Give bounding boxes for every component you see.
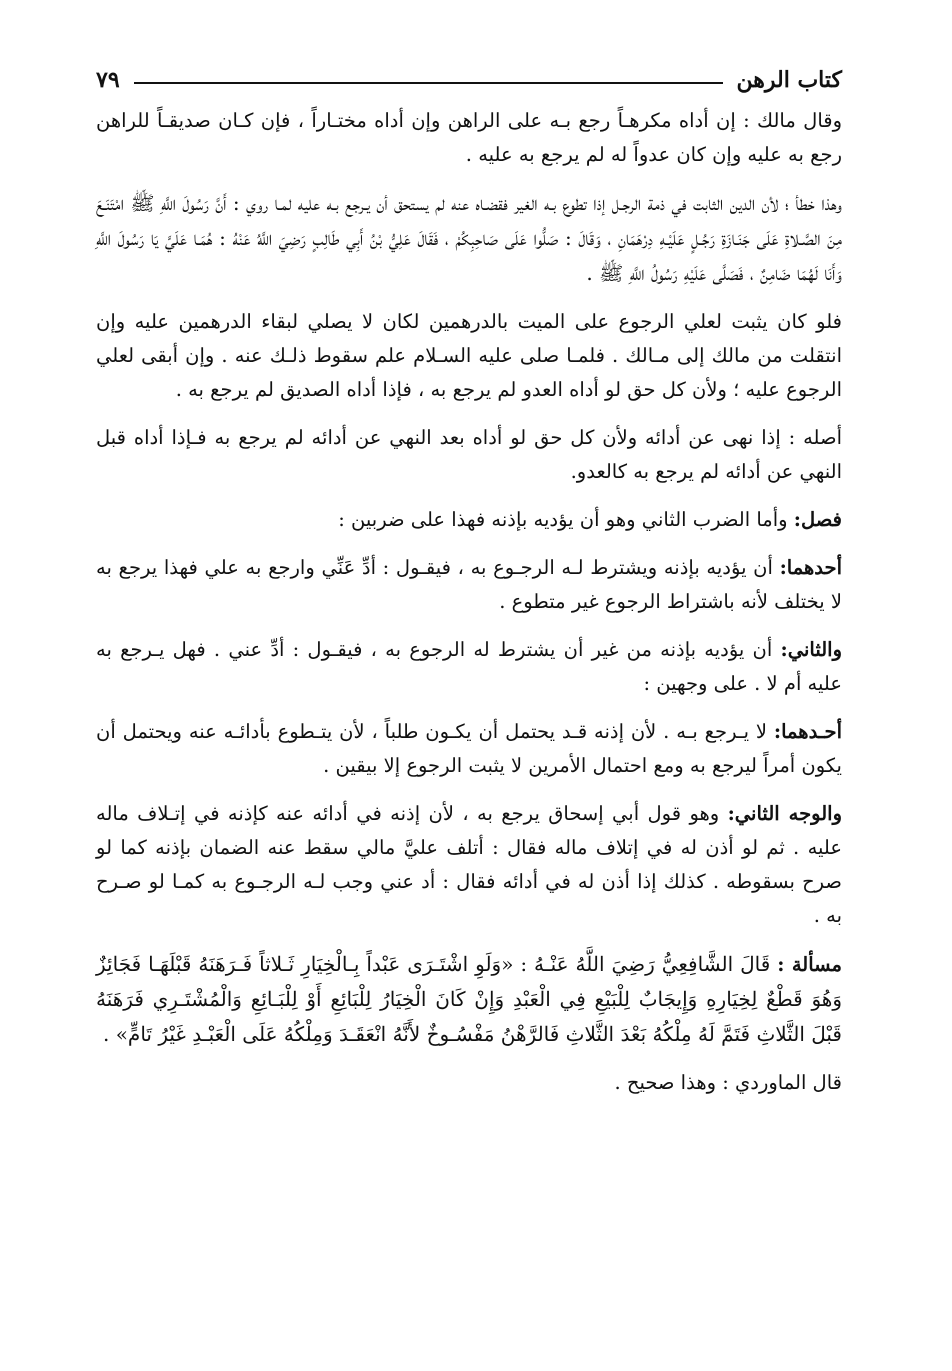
paragraph-lead: والثاني: xyxy=(780,638,842,661)
masala-paragraph xyxy=(96,947,842,1052)
paragraph-text: وهذا خطأ ؛ لأن الدين الثابت في ذمة الرجـل إذا تطوع بـه الغير فقضـاه عنه لم يستحق أن يـرجع بـه عليه لمـا روي : أَنَّ رَسُولَ اللَّهِ ﷺ امْتَنَـعَ مِنَ الصَّـلاةِ عَلَى جَنَـازَةِ رَجُـلٍ عَلَيْـهِ دِرْهَمَانِ ، وَقَالَ : صَلُّوا عَلَى صَاحِبِكُمْ ، فَقَالَ عَلِيُّ بْنُ أَبِي طَالِبٍ رَضِيَ اللَّهُ عَنْهُ : هُمَـا عَلَيَّ يَا رَسُولَ اللَّهِ وَأَنَا لَهُمَا ضَامِنٌ ، فَصَلَّى عَلَيْهِ رَسُولُ اللَّهِ ﷺ . xyxy=(96,191,842,285)
paragraph-text: قال الماوردي : وهذا صحيح . xyxy=(614,1071,842,1094)
paragraph xyxy=(96,104,842,172)
paragraph-text: أصله : إذا نهى عن أدائه ولأن كل حق لو أداه بعد النهي عن أدائه لم يرجع به فـإذا أداه قبل النهي عن أدائه لم يرجع به كالعدو. xyxy=(96,426,842,483)
paragraph xyxy=(96,797,842,933)
paragraph-text: لا يـرجع بـه . لأن إذنه قـد يحتمل أن يكـون طلباً ، لأن يتـطوع بأدائـه عنه ويحتمل أن يكون أمراً ليرجع به ومع احتمال الأمرين لا يثبت الرجوع إلا بيقين . xyxy=(96,720,842,777)
paragraph-lead: والوجه الثاني: xyxy=(727,802,842,825)
paragraph-text: قَالَ الشَّافِعِيُّ رَضِيَ اللَّهُ عَنْـهُ : «وَلَوِ اشْتَـرَى عَبْداً بِـالْخِيَارِ ثَـلاثاً فَـرَهَنَهُ قَبْلَهَـا فَجَائِزٌ وَهُوَ قَطْعٌ لِخِيَارِهِ وَإِيجَابٌ لِلْبَيْعِ فِي الْعَبْدِ وَإِنْ كَانَ الْخِيَارُ لِلْبَائِعِ أَوْ لِلْبَـائِعِ وَالْمُشْتَـرِي فَرَهَنَهُ قَبْلَ الثَّلاثِ فَتَمَّ لَهُ مِلْكُهُ بَعْدَ الثَّلاثِ فَالرَّهْنُ مَفْسُـوخٌ لأَنَّهُ انْعَقَـدَ وَمِلْكُهُ عَلَى الْعَبْـدِ غَيْرُ تَامٍّ» . xyxy=(96,952,842,1046)
paragraph-lead: فصل: xyxy=(793,508,842,531)
paragraph-text: وهو قول أبي إسحاق يرجع به ، لأن إذنه في أدائه عنه كإذنه في إتـلاف ماله عليه . ثم لو أذن له في إتلاف ماله فقال : أتلف عليَّ مالي سقط عنه الضمان بإذنه كما لو صرح بسقوطه . كذلك إذا أذن له في أدائه فقال : أد عني وجب لـه الرجـوع به كمـا لو صـرح به . xyxy=(96,802,842,927)
page-header xyxy=(96,60,842,100)
paragraph-text: أن يؤديه بإذنه من غير أن يشترط له الرجوع به ، فيقـول : أدِّ عني . فهل يـرجع به عليه أم لا . على وجهين : xyxy=(96,638,842,695)
paragraph-text: فلو كان يثبت لعلي الرجوع على الميت بالدرهمين لكان لا يصلي لبقاء الدرهمين عليه وإن انتقلت من مالك إلى مـالك . فلمـا صلى عليه السـلام علم سقوط ذلـك عنه . وإن أبقى لعلي الرجوع عليه ؛ ولأن كل حق لو أداه العدو لم يرجع به ، فإذا أداه الصديق لم يرجع به . xyxy=(96,310,842,401)
paragraph xyxy=(96,551,842,619)
paragraph xyxy=(96,186,842,291)
paragraph-lead: أحـدهما: xyxy=(773,720,842,743)
paragraph xyxy=(96,715,842,783)
paragraph-text: وأما الضرب الثاني وهو أن يؤديه بإذنه فهذا على ضربين : xyxy=(338,508,794,531)
page-number: ٧٩ xyxy=(96,67,120,93)
paragraph-text: أن يؤديه بإذنه ويشترط لـه الرجـوع به ، فيقـول : أدِّ عَنِّي وارجع به علي فهذا يرجع به لا يختلف لأنه باشتراط الرجوع غير متطوع . xyxy=(96,556,842,613)
header-rule xyxy=(134,82,723,84)
paragraph xyxy=(96,633,842,701)
page-body xyxy=(96,104,842,1114)
paragraph xyxy=(96,1066,842,1100)
paragraph-text: وقال مالك : إن أداه مكرهـاً رجع بـه على الراهن وإن أداه مختـاراً ، فإن كـان صديقـاً للراهن رجع به عليه وإن كان عدواً له لم يرجع به عليه . xyxy=(96,109,842,166)
paragraph xyxy=(96,421,842,489)
paragraph xyxy=(96,305,842,407)
paragraph-lead: أحدهما: xyxy=(779,556,842,579)
paragraph-lead: مسألة : xyxy=(777,953,842,976)
chapter-title: كتاب الرهن xyxy=(736,67,842,93)
section-heading-paragraph xyxy=(96,503,842,537)
